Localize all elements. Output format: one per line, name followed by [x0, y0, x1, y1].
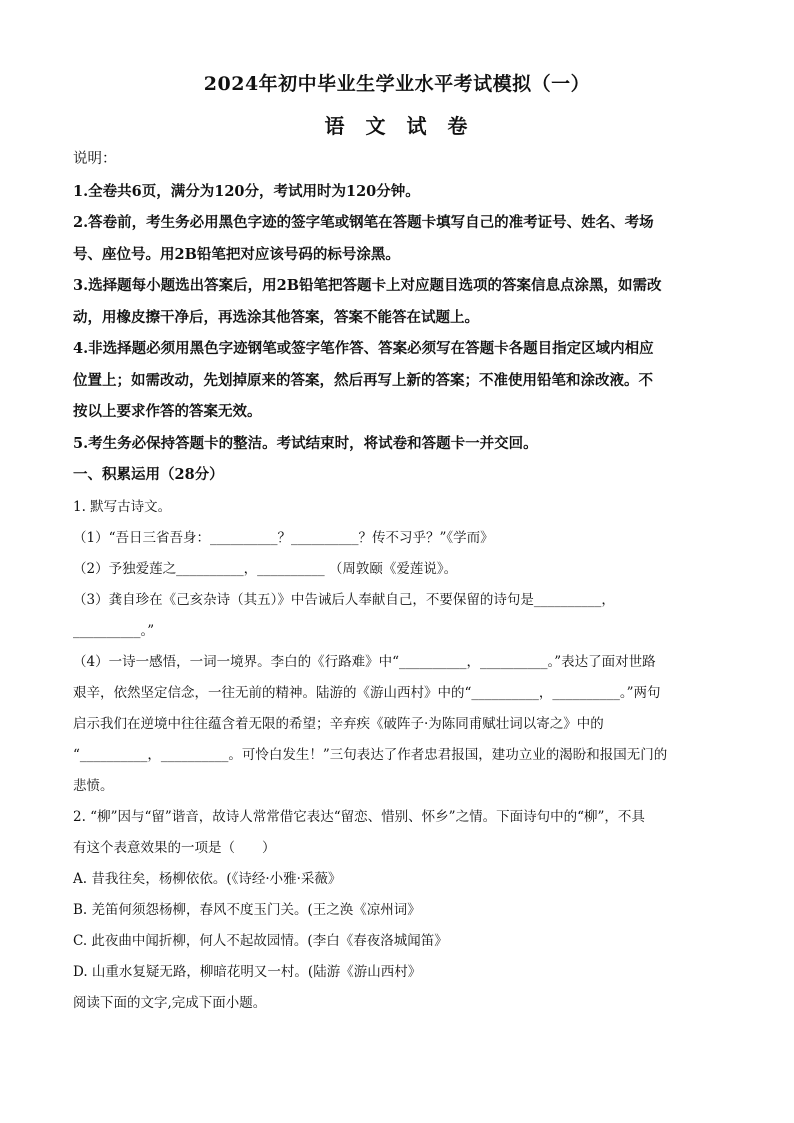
- question-1-part-4a: （4）一诗一感悟，一词一境界。李白的《行路难》中“__________，__________。”表达了面对世路: [73, 654, 656, 670]
- instruction-3a: 3.选择题每小题选出答案后，用2B铅笔把答题卡上对应题目选项的答案信息点涂黑，如需改: [73, 277, 662, 294]
- option-b: B. 羌笛何须怨杨柳，春风不度玉门关。(王之涣《凉州词》: [73, 902, 421, 918]
- exam-title: 2024年初中毕业生学业水平考试模拟（一）: [203, 73, 591, 95]
- section-heading: 一、积累运用（28分）: [73, 466, 224, 483]
- question-1-part-4b: 艰辛，依然坚定信念，一往无前的精神。陆游的《游山西村》中的“__________，__________。”两句: [73, 685, 661, 701]
- question-1-part-1: （1）“吾日三省吾身：__________？__________？传不习乎？”《学而》: [73, 530, 494, 546]
- question-2: [73, 802, 723, 1019]
- instruction-3b: 动，用橡皮擦干净后，再选涂其他答案，答案不能答在试题上。: [73, 308, 479, 326]
- option-a: A. 昔我往矣，杨柳依依。(《诗经·小雅·采薇》: [73, 871, 342, 887]
- question-2-stem-b: 有这个表意效果的一项是（ ）: [73, 840, 276, 856]
- instruction-2b: 号、座位号。用2B铅笔把对应该号码的标号涂黑。: [73, 245, 400, 263]
- instruction-4a: 4.非选择题必须用黑色字迹钢笔或签字笔作答、答案必须写在答题卡各题目指定区域内相应: [73, 340, 654, 357]
- instruction-1: 1.全卷共6页，满分为120分，考试用时为120分钟。: [73, 182, 420, 200]
- option-d: D. 山重水复疑无路，柳暗花明又一村。(陆游《游山西村》: [73, 964, 422, 980]
- instruction-4b: 位置上；如需改动，先划掉原来的答案，然后再写上新的答案；不准使用铅笔和涂改液。不: [73, 371, 653, 389]
- question-1-part-4e: 悲愤。: [73, 778, 114, 794]
- question-1-stem: 1. 默写古诗文。: [73, 499, 172, 515]
- instructions-block: [73, 144, 721, 491]
- question-1-part-4c: 启示我们在逆境中往往蕴含着无限的希望；辛弃疾《破阵子·为陈同甫赋壮词以寄之》中的: [73, 716, 604, 732]
- question-1-part-3a: （3）龚自珍在《己亥杂诗（其五）》中告诫后人奉献自己，不要保留的诗句是__________，: [73, 592, 615, 608]
- reading-prompt: 阅读下面的文字,完成下面小题。: [73, 995, 267, 1011]
- instruction-4c: 按以上要求作答的答案无效。: [73, 403, 262, 420]
- instruction-2a: 2.答卷前，考生务必用黑色字迹的签字笔或钢笔在答题卡填写自己的准考证号、姓名、考场: [73, 214, 654, 231]
- instruction-5: 5.考生务必保持答题卡的整洁。考试结束时，将试卷和答题卡一并交回。: [73, 434, 538, 452]
- instructions-label: 说明：: [73, 151, 117, 167]
- question-1: [73, 492, 723, 802]
- question-1-part-2: （2）予独爱莲之__________，__________ （周敦颐《爱莲说》。: [73, 561, 458, 577]
- question-1-part-3b: __________。”: [73, 623, 155, 639]
- option-c: C. 此夜曲中闻折柳，何人不起故园情。(李白《春夜洛城闻笛》: [73, 933, 448, 949]
- question-1-part-4d: “__________，__________。可怜白发生！”三句表达了作者忠君报国，建功立业的渴盼和报国无门的: [73, 747, 668, 763]
- exam-subtitle: 语 文 试 卷: [324, 114, 470, 138]
- question-2-stem-a: 2. “柳”因与“留”谐音，故诗人常常借它表达“留恋、惜别、怀乡”之情。下面诗句中的“柳”，不具: [73, 809, 645, 825]
